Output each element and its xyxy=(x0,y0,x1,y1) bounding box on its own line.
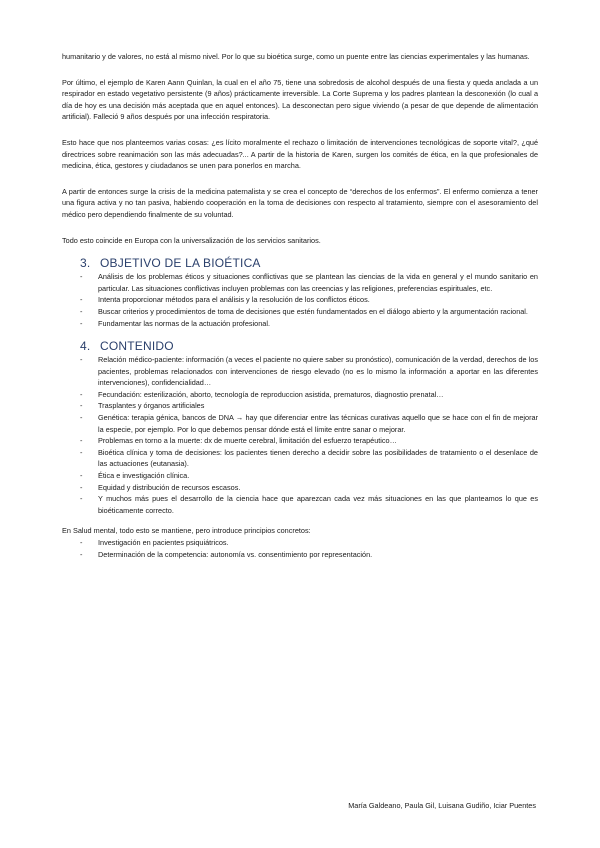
authors-footer: María Galdeano, Paula Gil, Luisana Gudiño, Iciar Puentes xyxy=(348,801,536,810)
list-item: - Ética e investigación clínica. xyxy=(62,470,538,482)
section-number: 4. xyxy=(80,339,91,354)
paragraph-questions: Esto hace que nos planteemos varias cosas: ¿es lícito moralmente el rechazo o limitación de intervenciones tecnológicas de soporte vital?, ¿qué directrices sobre reanimación son las más adecuadas?... A partir de la historia de Karen, surgen los comités de ética, en la que profesionales de medicina, ética, gestores y ciudadanos se unen para ponerlos en marcha. xyxy=(62,137,538,171)
list-item: - Relación médico-paciente: información (a veces el paciente no quiere saber su pronóstico), comunicación de la verdad, derechos de los pacientes, problemas relacionados con intervenciones de riesgo elevado (no es lo mismo la información a aportar en las diferentes intervenciones), confidencialidad… xyxy=(62,354,538,389)
list-item: - Fundamentar las normas de la actuación profesional. xyxy=(62,318,538,330)
paragraph-intro: humanitario y de valores, no está al mismo nivel. Por lo que su bioética surge, como un puente entre las ciencias experimentales y las humanas. xyxy=(62,52,530,61)
list-item: - Equidad y distribución de recursos escasos. xyxy=(62,482,538,494)
list-item: - Genética: terapia génica, bancos de DNA → hay que diferenciar entre las técnicas curativas aquello que se hace con el fin de mejorar la especie, por ejemplo. Por lo que debemos pensar dónde está el límite entre sanar o mejorar. xyxy=(62,412,538,435)
objetivo-list xyxy=(62,271,538,329)
paragraph-karen-quinlan: Por último, el ejemplo de Karen Aann Quinlan, la cual en el año 75, tiene una sobredosis de alcohol después de una fiesta y queda anclada a un respirador en estado vegetativo persistente (9 años) prácticamente irreversible. La Corte Suprema y los padres plantean la desconexión (lo cual a día de hoy es una decisión más aceptada que en aquel entonces). La desconectan pero sigue viviendo (a pesar de que depende de alimentación artificial). Falleció 9 años después por una infección respiratoria. xyxy=(62,77,538,122)
list-item: - Bioética clínica y toma de decisiones: los pacientes tienen derecho a decidir sobre las posibilidades de tratamiento o el desenlace de las actuaciones (eutanasia). xyxy=(62,447,538,470)
list-item: - Investigación en pacientes psiquiátricos. xyxy=(62,537,538,549)
section-title: CONTENIDO xyxy=(100,339,174,354)
list-item: - Análisis de los problemas éticos y situaciones conflictivas que se plantean las ciencias de la vida en general y el mundo sanitario en particular. Las situaciones conflictivas incluyen problemas con las creencias y las religiones, preferencias espirituales, etc. xyxy=(62,271,538,294)
list-item: - Fecundación: esterilización, aborto, tecnología de reproduccion asistida, prematuros, diagnostio prenatal… xyxy=(62,389,538,401)
document-page xyxy=(62,51,538,560)
list-item: - Intenta proporcionar métodos para el análisis y la resolución de los conflictos éticos. xyxy=(62,294,538,306)
section-number: 3. xyxy=(80,256,91,271)
section-title: OBJETIVO DE LA BIOÉTICA xyxy=(100,256,261,271)
list-item: - Trasplantes y órganos artificiales xyxy=(62,400,538,412)
paragraph-europe: Todo esto coincide en Europa con la universalización de los servicios sanitarios. xyxy=(62,235,321,245)
paragraph-patient-rights: A partir de entonces surge la crisis de la medicina paternalista y se crea el concepto de “derechos de los enfermos”. El enfermo comienza a tener una figura activa y no tan pasiva, habiendo cooperación en la toma de decisiones con respecto al tratamiento, siempre con el asesoramiento del médico pero dependiendo finalmente de su voluntad. xyxy=(62,186,538,219)
list-item: - Y muchos más pues el desarrollo de la ciencia hace que aparezcan cada vez más situaciones en las que planteamos lo que es bioéticamente correcto. xyxy=(62,493,538,516)
contenido-list xyxy=(62,354,538,516)
list-item: - Problemas en torno a la muerte: dx de muerte cerebral, limitación del esfuerzo terapéutico… xyxy=(62,435,538,447)
section-heading-contenido xyxy=(62,338,538,354)
list-item: - Determinación de la competencia: autonomía vs. consentimiento por representación. xyxy=(62,549,538,561)
mental-health-list xyxy=(62,537,538,560)
section-heading-objetivo xyxy=(62,255,538,271)
paragraph-mental-health: En Salud mental, todo esto se mantiene, pero introduce principios concretos: xyxy=(62,526,311,536)
list-item: - Buscar criterios y procedimientos de toma de decisiones que estén fundamentados en el diálogo abierto y la argumentación racional. xyxy=(62,306,538,318)
